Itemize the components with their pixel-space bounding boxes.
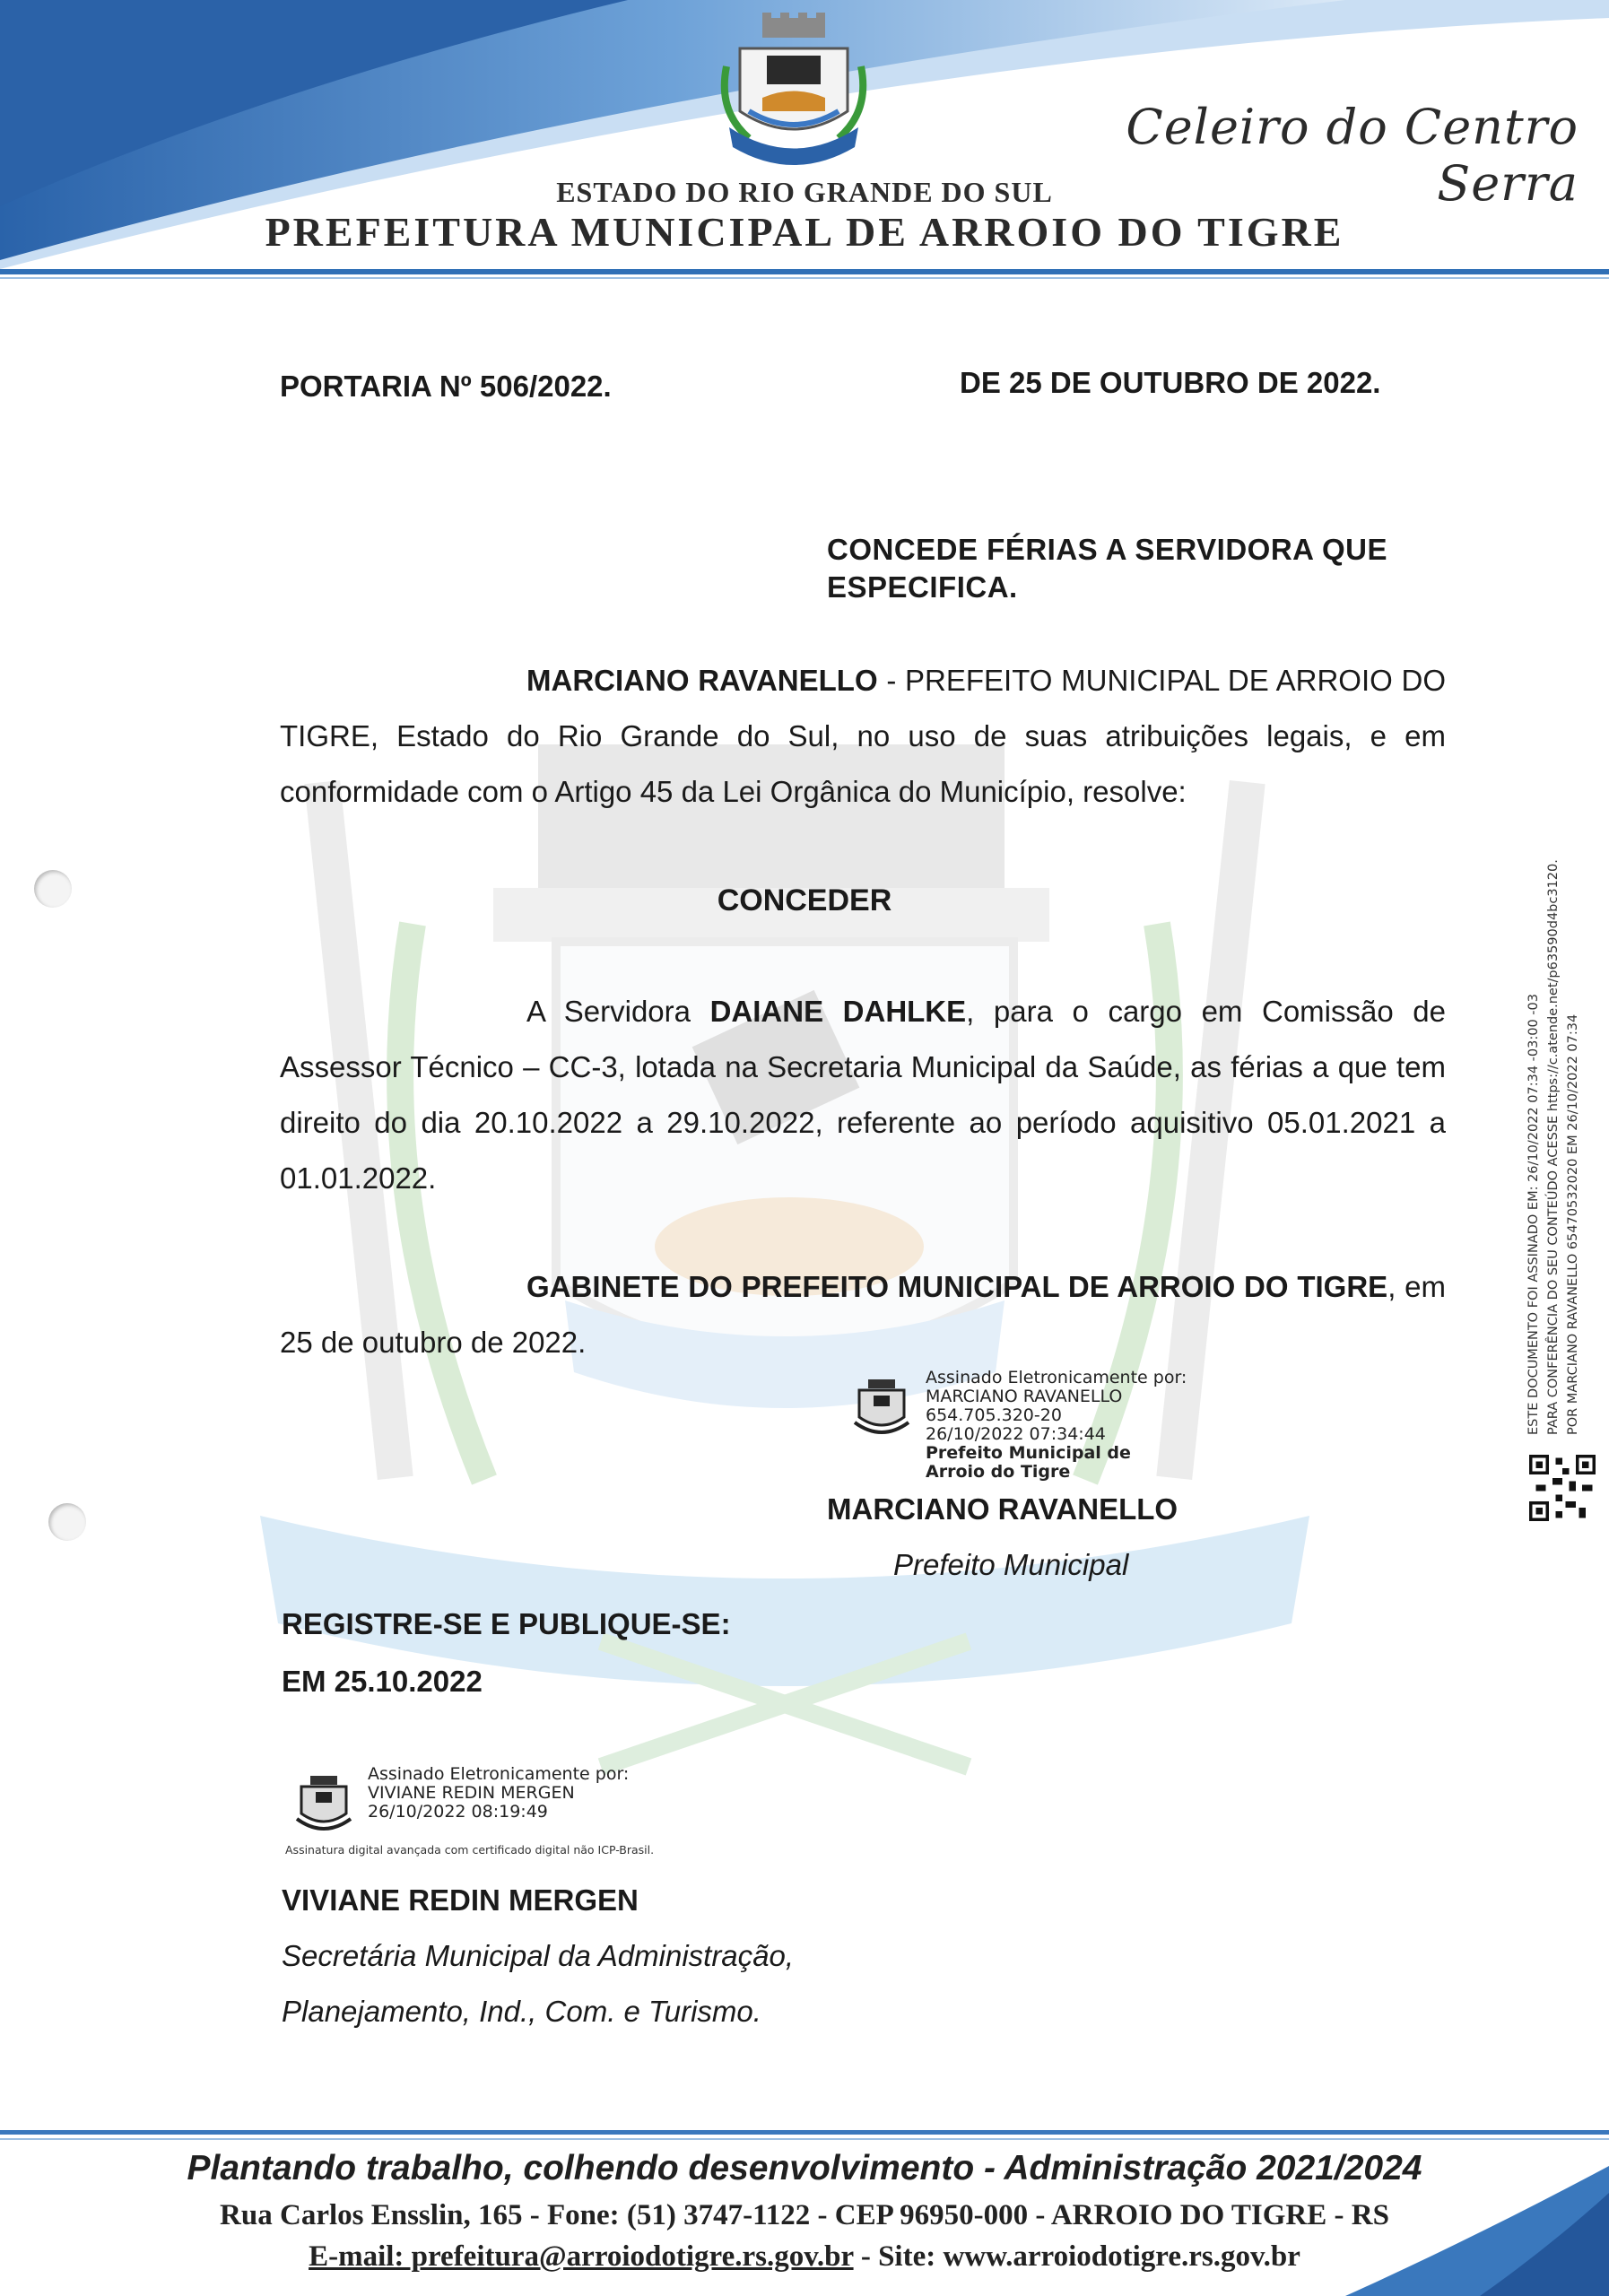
mayor-name-inline: MARCIANO RAVANELLO bbox=[526, 664, 878, 697]
punch-hole bbox=[48, 1503, 86, 1541]
secretary-name: VIVIANE REDIN MERGEN bbox=[282, 1883, 639, 1917]
prefeitura-title: PREFEITURA MUNICIPAL DE ARROIO DO TIGRE bbox=[265, 209, 1344, 255]
signature-crest-icon bbox=[850, 1378, 913, 1440]
closing-bold: GABINETE DO PREFEITO MUNICIPAL DE ARROIO DO TIGRE bbox=[526, 1270, 1388, 1303]
sig-cpf: 654.705.320-20 bbox=[926, 1405, 1062, 1425]
ementa: CONCEDE FÉRIAS A SERVIDORA QUE ESPECIFICA. bbox=[827, 533, 1387, 604]
body-pre: A Servidora bbox=[526, 995, 710, 1028]
closing-paragraph bbox=[280, 1259, 1446, 1370]
stamp-line-3: POR MARCIANO RAVANELLO 65470532020 EM 26/10/2022 07:34 bbox=[1566, 1013, 1580, 1435]
mayor-role: Prefeito Municipal bbox=[893, 1548, 1129, 1581]
mayor-e-signature bbox=[926, 1369, 1187, 1482]
sig2-datetime: 26/10/2022 08:19:49 bbox=[368, 1802, 548, 1822]
portaria-date: DE 25 DE OUTUBRO DE 2022. bbox=[960, 366, 1381, 399]
closing-text: , em 25 de outubro de 2022. bbox=[280, 1270, 1446, 1359]
punch-hole bbox=[34, 870, 72, 908]
sig-label: Assinado Eletronicamente por: bbox=[926, 1368, 1187, 1387]
footer-address: Rua Carlos Ensslin, 165 - Fone: (51) 3747-1122 - CEP 96950-000 - ARROIO DO TIGRE - RS bbox=[220, 2199, 1389, 2231]
secretary-role-2: Planejamento, Ind., Com. e Turismo. bbox=[282, 1995, 761, 2028]
sig2-signer: VIVIANE REDIN MERGEN bbox=[368, 1783, 575, 1803]
sig2-label: Assinado Eletronicamente por: bbox=[368, 1764, 630, 1784]
register-line-2: EM 25.10.2022 bbox=[282, 1665, 483, 1698]
secretary-role-1: Secretária Municipal da Administração, bbox=[282, 1939, 795, 1972]
sig-role-1: Prefeito Municipal de bbox=[926, 1443, 1131, 1463]
body-text: , para o cargo em Comissão de Assessor Técnico – CC-3, lotada na Secretaria Municipal da Saúde, as férias a que tem direito do dia 20.10.2022 a 29.10.2022, referente ao período aquisitivo 05.01.2021 a 01.01.2022. bbox=[280, 995, 1446, 1195]
municipal-crest-logo bbox=[713, 13, 874, 165]
stamp-line-2: PARA CONFERÊNCIA DO SEU CONTEÚDO ACESSE https://c.atende.net/p63590d4bc3120. bbox=[1546, 859, 1561, 1435]
register-line-1: REGISTRE-SE E PUBLIQUE-SE: bbox=[282, 1607, 731, 1640]
sig2-note: Assinatura digital avançada com certificado digital não ICP-Brasil. bbox=[285, 1843, 655, 1857]
intro-paragraph bbox=[280, 653, 1446, 820]
intro-text: - PREFEITO MUNICIPAL DE ARROIO DO TIGRE, Estado do Rio Grande do Sul, no uso de suas atribuições legais, e em conformidade com o Artigo 45 da Lei Orgânica do Município, resolve: bbox=[280, 664, 1446, 808]
body-paragraph bbox=[280, 984, 1446, 1206]
secretary-e-signature bbox=[368, 1765, 629, 1822]
footer-slogan: Plantando trabalho, colhendo desenvolvimento - Administração 2021/2024 bbox=[187, 2149, 1422, 2187]
verification-stamp bbox=[1525, 789, 1596, 1471]
sig-role-2: Arroio do Tigre bbox=[926, 1462, 1071, 1482]
employee-name: DAIANE DAHLKE bbox=[709, 995, 967, 1028]
qr-code-icon[interactable] bbox=[1529, 1455, 1596, 1521]
signature-crest-icon-2 bbox=[292, 1774, 355, 1837]
state-title: ESTADO DO RIO GRANDE DO SUL bbox=[556, 176, 1053, 208]
sig-signer: MARCIANO RAVANELLO bbox=[926, 1387, 1123, 1406]
stamp-line-1: ESTE DOCUMENTO FOI ASSINADO EM: 26/10/2022 07:34 -03:00 -03 bbox=[1526, 994, 1541, 1435]
sig-datetime: 26/10/2022 07:34:44 bbox=[926, 1424, 1106, 1444]
mayor-name: MARCIANO RAVANELLO bbox=[827, 1492, 1178, 1526]
portaria-number: PORTARIA Nº 506/2022. bbox=[280, 370, 612, 403]
footer-email-link[interactable]: E-mail: prefeitura@arroiodotigre.rs.gov.br bbox=[309, 2240, 854, 2273]
motto-text: Celeiro do Centro Serra bbox=[1126, 99, 1579, 212]
footer-contact bbox=[0, 2240, 1609, 2274]
action-heading: CONCEDER bbox=[717, 883, 892, 918]
footer-site[interactable]: - Site: www.arroiodotigre.rs.gov.br bbox=[853, 2240, 1300, 2273]
